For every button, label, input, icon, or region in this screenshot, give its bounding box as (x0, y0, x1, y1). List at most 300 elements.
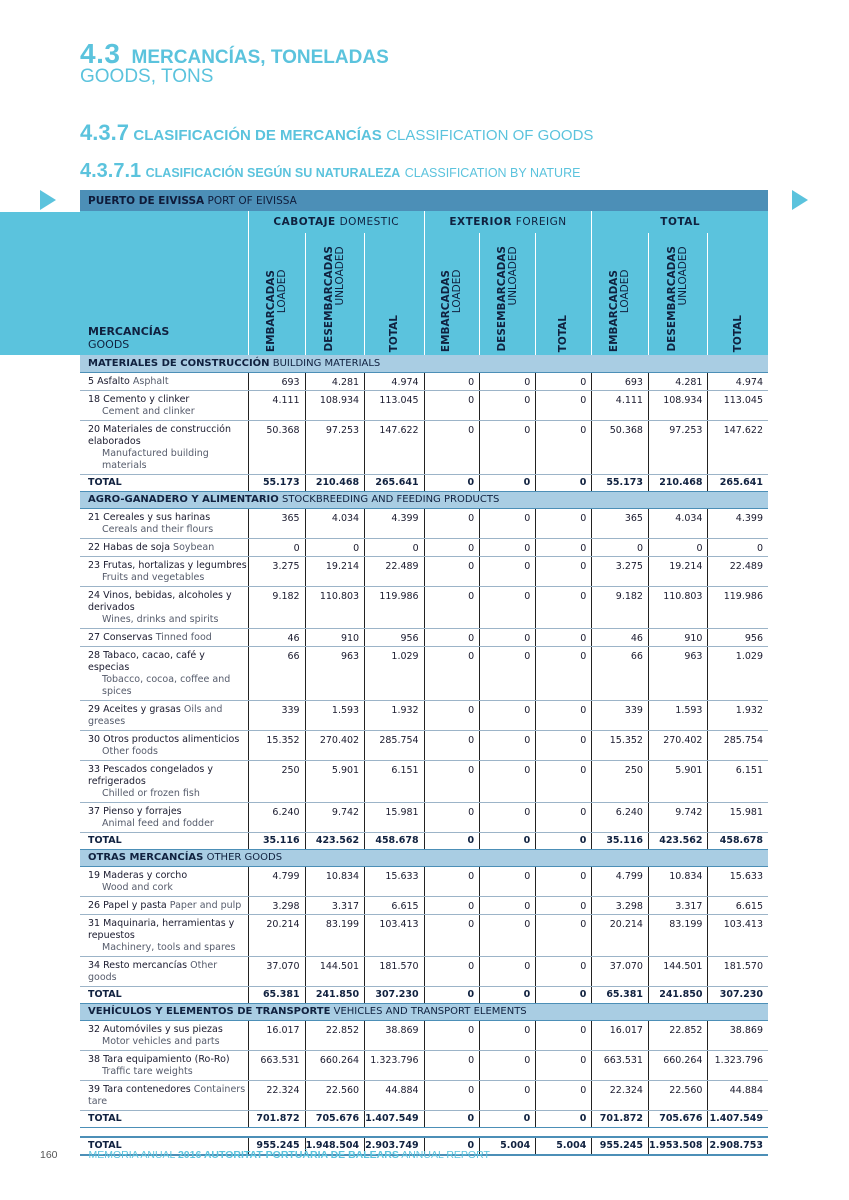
footer-post: ANNUAL REPORT (401, 1149, 490, 1161)
value-cell: 22.852 (648, 1020, 708, 1050)
value-cell: 15.981 (365, 802, 425, 832)
value-cell: 0 (480, 866, 536, 896)
value-cell: 144.501 (305, 956, 365, 986)
value-cell: 44.884 (708, 1080, 768, 1110)
goods-table (80, 190, 768, 1156)
value-cell: 0 (424, 646, 480, 700)
subtotal-row (80, 986, 768, 1003)
value-cell: 0 (480, 802, 536, 832)
value-cell: 0 (424, 1080, 480, 1110)
value-cell: 147.622 (365, 420, 425, 474)
group-total: TOTAL (592, 211, 768, 233)
goods-label: 21 Cereales y sus harinas Cereals and their flours (80, 508, 248, 538)
value-cell: 3.317 (305, 896, 365, 914)
group-header-row (80, 211, 768, 233)
value-cell: 0 (536, 760, 592, 802)
value-cell: 0 (480, 700, 536, 730)
value-cell: 0 (480, 508, 536, 538)
port-row (80, 190, 768, 211)
value-cell: 3.275 (592, 556, 649, 586)
col-total-header: TOTAL (708, 233, 768, 355)
col-unloaded-header: DESEMBARCADAS UNLOADED (480, 233, 536, 355)
col-loaded-header: EMBARCADAS LOADED (424, 233, 480, 355)
value-cell: 0 (536, 1080, 592, 1110)
value-cell: 265.641 (708, 474, 768, 491)
value-cell: 0 (536, 866, 592, 896)
value-cell: 4.799 (592, 866, 649, 896)
value-cell: 15.352 (248, 730, 305, 760)
value-cell: 46 (248, 628, 305, 646)
page-number: 160 (40, 1149, 58, 1161)
value-cell: 119.986 (708, 586, 768, 628)
value-cell: 22.560 (648, 1080, 708, 1110)
value-cell: 423.562 (648, 832, 708, 849)
value-cell: 1.593 (305, 700, 365, 730)
value-cell: 15.633 (708, 866, 768, 896)
value-cell: 147.622 (708, 420, 768, 474)
subtotal-label: TOTAL (80, 832, 248, 849)
value-cell: 0 (536, 896, 592, 914)
value-cell: 9.182 (248, 586, 305, 628)
value-cell: 1.323.796 (708, 1050, 768, 1080)
table-row (80, 1050, 768, 1080)
value-cell: 55.173 (248, 474, 305, 491)
subsection-title-es: CLASIFICACIÓN DE MERCANCÍAS (133, 127, 382, 144)
value-cell: 0 (305, 538, 365, 556)
value-cell: 0 (480, 474, 536, 491)
subtotal-label: TOTAL (80, 986, 248, 1003)
value-cell: 705.676 (305, 1110, 365, 1127)
value-cell: 701.872 (592, 1110, 649, 1127)
value-cell: 0 (480, 730, 536, 760)
col-total-header: TOTAL (536, 233, 592, 355)
value-cell: 0 (424, 474, 480, 491)
value-cell: 0 (536, 802, 592, 832)
value-cell: 0 (536, 914, 592, 956)
value-cell: 15.352 (592, 730, 649, 760)
table-row (80, 1080, 768, 1110)
goods-label: 38 Tara equipamiento (Ro-Ro) Traffic tare weights (80, 1050, 248, 1080)
value-cell: 0 (248, 538, 305, 556)
value-cell: 693 (248, 372, 305, 390)
value-cell: 250 (248, 760, 305, 802)
value-cell: 15.633 (365, 866, 425, 896)
goods-label: 37 Pienso y forrajes Animal feed and fodder (80, 802, 248, 832)
value-cell: 66 (592, 646, 649, 700)
value-cell: 4.034 (305, 508, 365, 538)
subsection-title-en: CLASSIFICATION OF GOODS (386, 127, 594, 144)
table-row (80, 896, 768, 914)
value-cell: 0 (424, 586, 480, 628)
category-row (80, 491, 768, 508)
goods-label: 24 Vinos, bebidas, alcoholes y derivados Wines, drinks and spirits (80, 586, 248, 628)
value-cell: 6.151 (708, 760, 768, 802)
value-cell: 0 (480, 832, 536, 849)
goods-label: 34 Resto mercancías Other goods (80, 956, 248, 986)
value-cell: 0 (424, 1020, 480, 1050)
value-cell: 181.570 (365, 956, 425, 986)
subtotal-row (80, 832, 768, 849)
value-cell: 0 (480, 760, 536, 802)
col-total-header: TOTAL (365, 233, 425, 355)
table-row (80, 646, 768, 700)
value-cell: 0 (424, 802, 480, 832)
value-cell: 0 (480, 420, 536, 474)
value-cell: 0 (424, 628, 480, 646)
table-row (80, 866, 768, 896)
value-cell: 365 (248, 508, 305, 538)
value-cell: 0 (365, 538, 425, 556)
table-row (80, 508, 768, 538)
table-row (80, 802, 768, 832)
table-row (80, 730, 768, 760)
value-cell: 19.214 (648, 556, 708, 586)
group-foreign: EXTERIOR FOREIGN (424, 211, 592, 233)
value-cell: 210.468 (648, 474, 708, 491)
value-cell: 0 (480, 1050, 536, 1080)
value-cell: 108.934 (648, 390, 708, 420)
value-cell: 963 (648, 646, 708, 700)
value-cell: 701.872 (248, 1110, 305, 1127)
goods-label: 26 Papel y pasta Paper and pulp (80, 896, 248, 914)
value-cell: 113.045 (365, 390, 425, 420)
subtotal-row (80, 1110, 768, 1127)
value-cell: 37.070 (248, 956, 305, 986)
value-cell: 4.281 (648, 372, 708, 390)
value-cell: 50.368 (592, 420, 649, 474)
table-row (80, 956, 768, 986)
goods-label: 22 Habas de soja Soybean (80, 538, 248, 556)
col-loaded-header: EMBARCADAS LOADED (248, 233, 305, 355)
value-cell: 22.324 (592, 1080, 649, 1110)
value-cell: 660.264 (305, 1050, 365, 1080)
arrow-right-icon (792, 190, 808, 210)
value-cell: 46 (592, 628, 649, 646)
value-cell: 1.029 (365, 646, 425, 700)
value-cell: 113.045 (708, 390, 768, 420)
value-cell: 0 (536, 832, 592, 849)
value-cell: 0 (480, 1080, 536, 1110)
value-cell: 241.850 (305, 986, 365, 1003)
value-cell: 103.413 (365, 914, 425, 956)
value-cell: 38.869 (365, 1020, 425, 1050)
value-cell: 0 (536, 390, 592, 420)
value-cell: 0 (480, 372, 536, 390)
table-row (80, 420, 768, 474)
value-cell: 9.742 (305, 802, 365, 832)
subsubsection-number: 4.3.7.1 (80, 160, 142, 182)
value-cell: 108.934 (305, 390, 365, 420)
value-cell: 0 (424, 372, 480, 390)
value-cell: 5.901 (305, 760, 365, 802)
value-cell: 15.981 (708, 802, 768, 832)
group-domestic: CABOTAJE DOMESTIC (248, 211, 424, 233)
section-title-en: GOODS, TONS (80, 66, 214, 87)
value-cell: 0 (424, 508, 480, 538)
section-title-es: MERCANCÍAS, TONELADAS (131, 47, 389, 68)
value-cell: 0 (424, 896, 480, 914)
footer-bold: 2016 AUTORITAT PORTUÀRIA DE BALEARS (177, 1149, 399, 1161)
table-row (80, 628, 768, 646)
value-cell: 956 (708, 628, 768, 646)
col-loaded-header: EMBARCADAS LOADED (592, 233, 649, 355)
category-title-es: OTRAS MERCANCÍAS (88, 852, 204, 863)
table-row (80, 700, 768, 730)
value-cell: 0 (536, 956, 592, 986)
goods-label: 19 Maderas y corcho Wood and cork (80, 866, 248, 896)
value-cell: 9.742 (648, 802, 708, 832)
category-title-es: MATERIALES DE CONSTRUCCIÓN (88, 357, 270, 369)
goods-label: 30 Otros productos alimenticios Other foods (80, 730, 248, 760)
value-cell: 0 (648, 538, 708, 556)
value-cell: 0 (480, 986, 536, 1003)
value-cell: 144.501 (648, 956, 708, 986)
value-cell: 66 (248, 646, 305, 700)
value-cell: 16.017 (248, 1020, 305, 1050)
value-cell: 285.754 (365, 730, 425, 760)
value-cell: 0 (480, 896, 536, 914)
category-row (80, 1003, 768, 1020)
value-cell: 3.298 (592, 896, 649, 914)
value-cell: 10.834 (305, 866, 365, 896)
goods-label: 31 Maquinaria, herramientas y repuestos Machinery, tools and spares (80, 914, 248, 956)
goods-label: 5 Asfalto Asphalt (80, 372, 248, 390)
value-cell: 241.850 (648, 986, 708, 1003)
value-cell: 0 (424, 832, 480, 849)
value-cell: 1.932 (365, 700, 425, 730)
value-cell: 20.214 (592, 914, 649, 956)
value-cell: 181.570 (708, 956, 768, 986)
table-row (80, 390, 768, 420)
value-cell: 16.017 (592, 1020, 649, 1050)
value-cell: 693 (592, 372, 649, 390)
value-cell: 0 (708, 538, 768, 556)
page-footer (40, 1149, 490, 1161)
subsection-number: 4.3.7 (80, 120, 129, 145)
value-cell: 35.116 (248, 832, 305, 849)
value-cell: 5.901 (648, 760, 708, 802)
value-cell: 4.034 (648, 508, 708, 538)
table-row (80, 556, 768, 586)
arrow-right-icon (40, 190, 56, 210)
column-header-row (80, 233, 768, 355)
value-cell: 35.116 (592, 832, 649, 849)
subsubsection-title-en: CLASSIFICATION BY NATURE (404, 166, 581, 180)
value-cell: 910 (648, 628, 708, 646)
value-cell: 2.903.749 (365, 1137, 425, 1155)
value-cell: 3.298 (248, 896, 305, 914)
value-cell: 4.111 (592, 390, 649, 420)
value-cell: 956 (365, 628, 425, 646)
value-cell: 22.852 (305, 1020, 365, 1050)
value-cell: 955.245 (592, 1137, 649, 1155)
value-cell: 250 (592, 760, 649, 802)
value-cell: 0 (536, 508, 592, 538)
value-cell: 6.151 (365, 760, 425, 802)
value-cell: 1.407.549 (708, 1110, 768, 1127)
value-cell: 4.111 (248, 390, 305, 420)
value-cell: 910 (305, 628, 365, 646)
table-row (80, 1020, 768, 1050)
value-cell: 365 (592, 508, 649, 538)
subtotal-row (80, 474, 768, 491)
goods-label: 23 Frutas, hortalizas y legumbres Fruits and vegetables (80, 556, 248, 586)
col-unloaded-header: DESEMBARCADAS UNLOADED (305, 233, 365, 355)
value-cell: 5.004 (480, 1137, 536, 1155)
value-cell: 339 (248, 700, 305, 730)
goods-label: 29 Aceites y grasas Oils and greases (80, 700, 248, 730)
goods-label: 33 Pescados congelados y refrigerados Chilled or frozen fish (80, 760, 248, 802)
value-cell: 97.253 (305, 420, 365, 474)
value-cell: 0 (480, 628, 536, 646)
value-cell: 65.381 (248, 986, 305, 1003)
port-name-en: PORT OF EIVISSA (207, 194, 297, 207)
value-cell: 423.562 (305, 832, 365, 849)
value-cell: 0 (536, 372, 592, 390)
value-cell: 22.324 (248, 1080, 305, 1110)
value-cell: 1.029 (708, 646, 768, 700)
value-cell: 0 (536, 556, 592, 586)
value-cell: 963 (305, 646, 365, 700)
category-title-en: STOCKBREEDING AND FEEDING PRODUCTS (281, 494, 500, 505)
goods-label: 18 Cemento y clinker Cement and clinker (80, 390, 248, 420)
value-cell: 270.402 (648, 730, 708, 760)
value-cell: 0 (424, 1050, 480, 1080)
category-row (80, 355, 768, 372)
goods-label: 28 Tabaco, cacao, café y especias Tobacco, cocoa, coffee and spices (80, 646, 248, 700)
goods-label: 32 Automóviles y sus piezas Motor vehicles and parts (80, 1020, 248, 1050)
value-cell: 660.264 (648, 1050, 708, 1080)
value-cell: 4.281 (305, 372, 365, 390)
section-number: 4.3 (80, 38, 121, 69)
value-cell: 1.323.796 (365, 1050, 425, 1080)
value-cell: 307.230 (365, 986, 425, 1003)
category-row (80, 849, 768, 866)
subsubsection-heading (80, 160, 580, 183)
value-cell: 83.199 (648, 914, 708, 956)
value-cell: 0 (424, 956, 480, 986)
value-cell: 0 (480, 646, 536, 700)
value-cell: 4.399 (708, 508, 768, 538)
value-cell: 4.399 (365, 508, 425, 538)
value-cell: 0 (480, 556, 536, 586)
value-cell: 4.974 (365, 372, 425, 390)
value-cell: 270.402 (305, 730, 365, 760)
value-cell: 0 (536, 646, 592, 700)
value-cell: 4.974 (708, 372, 768, 390)
value-cell: 0 (424, 986, 480, 1003)
value-cell: 1.948.504 (305, 1137, 365, 1155)
value-cell: 0 (480, 914, 536, 956)
value-cell: 9.182 (592, 586, 649, 628)
value-cell: 4.799 (248, 866, 305, 896)
value-cell: 1.407.549 (365, 1110, 425, 1127)
value-cell: 307.230 (708, 986, 768, 1003)
value-cell: 5.004 (536, 1137, 592, 1155)
value-cell: 0 (424, 914, 480, 956)
value-cell: 44.884 (365, 1080, 425, 1110)
value-cell: 0 (536, 986, 592, 1003)
subsubsection-title-es: CLASIFICACIÓN SEGÚN SU NATURALEZA (145, 166, 401, 180)
value-cell: 37.070 (592, 956, 649, 986)
value-cell: 2.908.753 (708, 1137, 768, 1155)
value-cell: 0 (424, 760, 480, 802)
value-cell: 0 (480, 1110, 536, 1127)
value-cell: 6.615 (365, 896, 425, 914)
table-row (80, 538, 768, 556)
value-cell: 0 (536, 538, 592, 556)
value-cell: 1.932 (708, 700, 768, 730)
value-cell: 22.560 (305, 1080, 365, 1110)
category-title-en: BUILDING MATERIALS (272, 357, 381, 369)
value-cell: 119.986 (365, 586, 425, 628)
value-cell: 0 (424, 556, 480, 586)
value-cell: 705.676 (648, 1110, 708, 1127)
value-cell: 0 (480, 1020, 536, 1050)
grand-total-label: TOTAL (80, 1137, 248, 1155)
subsection-heading (80, 120, 593, 146)
value-cell: 0 (536, 1020, 592, 1050)
value-cell: 3.275 (248, 556, 305, 586)
value-cell: 0 (536, 1110, 592, 1127)
value-cell: 110.803 (648, 586, 708, 628)
value-cell: 0 (424, 730, 480, 760)
category-title-es: VEHÍCULOS Y ELEMENTOS DE TRANSPORTE (88, 1006, 331, 1017)
table-row (80, 760, 768, 802)
value-cell: 65.381 (592, 986, 649, 1003)
value-cell: 0 (536, 628, 592, 646)
port-name-es: PUERTO DE EIVISSA (88, 194, 205, 207)
value-cell: 10.834 (648, 866, 708, 896)
value-cell: 0 (424, 1137, 480, 1155)
value-cell: 19.214 (305, 556, 365, 586)
value-cell: 0 (536, 474, 592, 491)
value-cell: 0 (424, 866, 480, 896)
subtotal-label: TOTAL (80, 1110, 248, 1127)
value-cell: 0 (536, 586, 592, 628)
value-cell: 38.869 (708, 1020, 768, 1050)
value-cell: 83.199 (305, 914, 365, 956)
subtotal-label: TOTAL (80, 474, 248, 491)
goods-header: MERCANCÍAS GOODS (88, 325, 170, 351)
col-unloaded-header: DESEMBARCADAS UNLOADED (648, 233, 708, 355)
value-cell: 265.641 (365, 474, 425, 491)
value-cell: 210.468 (305, 474, 365, 491)
goods-label: 27 Conservas Tinned food (80, 628, 248, 646)
value-cell: 0 (424, 700, 480, 730)
value-cell: 0 (536, 700, 592, 730)
value-cell: 0 (480, 390, 536, 420)
value-cell: 285.754 (708, 730, 768, 760)
value-cell: 663.531 (248, 1050, 305, 1080)
value-cell: 0 (480, 538, 536, 556)
value-cell: 663.531 (592, 1050, 649, 1080)
value-cell: 955.245 (248, 1137, 305, 1155)
value-cell: 458.678 (365, 832, 425, 849)
value-cell: 55.173 (592, 474, 649, 491)
value-cell: 22.489 (708, 556, 768, 586)
value-cell: 6.240 (592, 802, 649, 832)
value-cell: 0 (536, 730, 592, 760)
value-cell: 20.214 (248, 914, 305, 956)
value-cell: 103.413 (708, 914, 768, 956)
table-row (80, 914, 768, 956)
value-cell: 3.317 (648, 896, 708, 914)
value-cell: 0 (424, 420, 480, 474)
goods-label: 20 Materiales de construcción elaborados Manufactured building materials (80, 420, 248, 474)
value-cell: 1.953.508 (648, 1137, 708, 1155)
value-cell: 339 (592, 700, 649, 730)
